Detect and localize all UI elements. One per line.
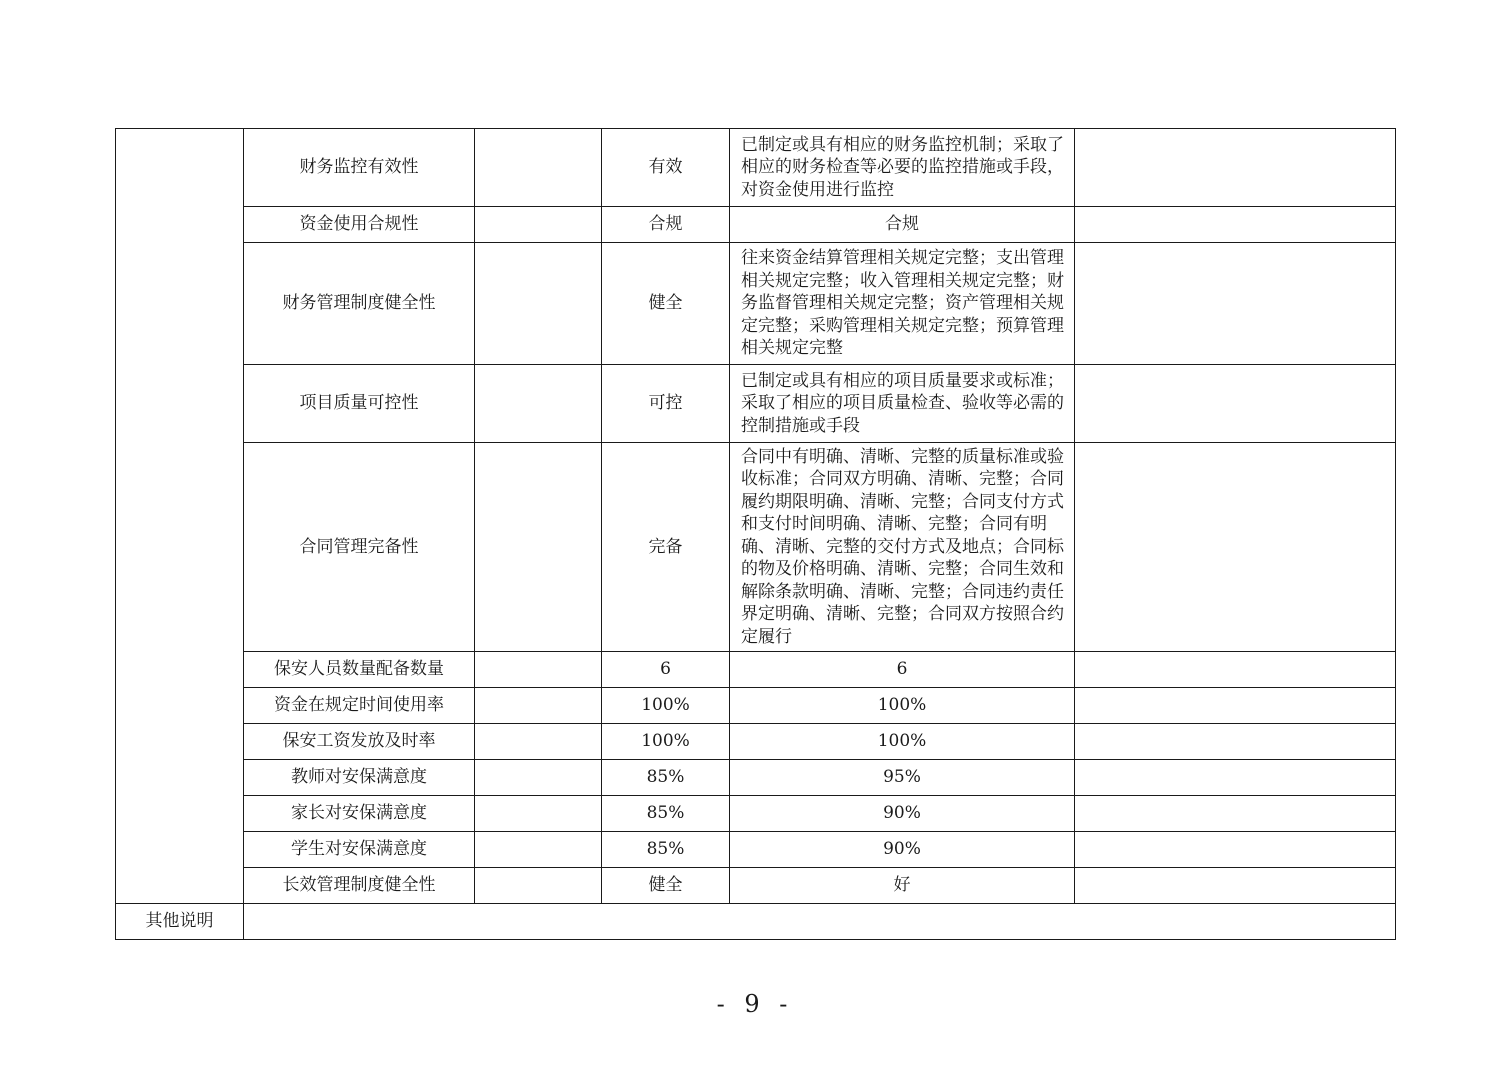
- indicator-cell: 教师对安保满意度: [244, 760, 475, 796]
- table-row: [116, 796, 1396, 832]
- target-cell: 85%: [602, 796, 730, 832]
- weight-cell: [475, 129, 602, 207]
- weight-cell: [475, 832, 602, 868]
- actual-cell: 合同中有明确、清晰、完整的质量标准或验收标准；合同双方明确、清晰、完整；合同履约期限明确、清晰、完整；合同支付方式和支付时间明确、清晰、完整；合同有明确、清晰、完整的交付方式及地点；合同标的物及价格明确、清晰、完整；合同生效和解除条款明确、清晰、完整；合同违约责任界定明确、清晰、完整；合同双方按照合约定履行: [730, 443, 1075, 652]
- actual-cell: 100%: [730, 688, 1075, 724]
- remark-cell: [1075, 129, 1396, 207]
- table-row: [116, 652, 1396, 688]
- indicator-cell: 保安人员数量配备数量: [244, 652, 475, 688]
- weight-cell: [475, 796, 602, 832]
- table-row: [116, 243, 1396, 365]
- indicator-cell: 财务监控有效性: [244, 129, 475, 207]
- actual-cell: 100%: [730, 724, 1075, 760]
- remark-cell: [1075, 796, 1396, 832]
- target-cell: 完备: [602, 443, 730, 652]
- target-cell: 100%: [602, 724, 730, 760]
- target-cell: 合规: [602, 207, 730, 243]
- page-number: - 9 -: [716, 990, 794, 1018]
- actual-cell: 合规: [730, 207, 1075, 243]
- remark-cell: [1075, 207, 1396, 243]
- actual-cell: 6: [730, 652, 1075, 688]
- table-row: [116, 832, 1396, 868]
- weight-cell: [475, 760, 602, 796]
- weight-cell: [475, 688, 602, 724]
- remark-cell: [1075, 443, 1396, 652]
- actual-cell: 95%: [730, 760, 1075, 796]
- table-row: [116, 760, 1396, 796]
- actual-cell: 90%: [730, 796, 1075, 832]
- note-value: [244, 904, 1396, 940]
- target-cell: 100%: [602, 688, 730, 724]
- indicator-cell: 长效管理制度健全性: [244, 868, 475, 904]
- table-row: [116, 365, 1396, 443]
- target-cell: 6: [602, 652, 730, 688]
- actual-cell: 好: [730, 868, 1075, 904]
- indicator-table: [115, 128, 1396, 940]
- remark-cell: [1075, 832, 1396, 868]
- weight-cell: [475, 868, 602, 904]
- weight-cell: [475, 443, 602, 652]
- table-row: [116, 688, 1396, 724]
- note-label: 其他说明: [116, 904, 244, 940]
- actual-cell: 已制定或具有相应的项目质量要求或标准；采取了相应的项目质量检查、验收等必需的控制措施或手段: [730, 365, 1075, 443]
- indicator-cell: 家长对安保满意度: [244, 796, 475, 832]
- indicator-cell: 项目质量可控性: [244, 365, 475, 443]
- note-row: [116, 904, 1396, 940]
- target-cell: 有效: [602, 129, 730, 207]
- remark-cell: [1075, 243, 1396, 365]
- target-cell: 85%: [602, 832, 730, 868]
- table-row: [116, 443, 1396, 652]
- table-row: [116, 129, 1396, 207]
- indicator-cell: 财务管理制度健全性: [244, 243, 475, 365]
- target-cell: 健全: [602, 243, 730, 365]
- remark-cell: [1075, 760, 1396, 796]
- category-cell: [116, 129, 244, 904]
- remark-cell: [1075, 652, 1396, 688]
- indicator-cell: 合同管理完备性: [244, 443, 475, 652]
- remark-cell: [1075, 724, 1396, 760]
- weight-cell: [475, 365, 602, 443]
- remark-cell: [1075, 688, 1396, 724]
- target-cell: 健全: [602, 868, 730, 904]
- weight-cell: [475, 207, 602, 243]
- table-row: [116, 868, 1396, 904]
- table-row: [116, 724, 1396, 760]
- actual-cell: 往来资金结算管理相关规定完整；支出管理相关规定完整；收入管理相关规定完整；财务监督管理相关规定完整；资产管理相关规定完整；采购管理相关规定完整；预算管理相关规定完整: [730, 243, 1075, 365]
- target-cell: 可控: [602, 365, 730, 443]
- target-cell: 85%: [602, 760, 730, 796]
- weight-cell: [475, 652, 602, 688]
- indicator-cell: 资金使用合规性: [244, 207, 475, 243]
- indicator-cell: 学生对安保满意度: [244, 832, 475, 868]
- remark-cell: [1075, 868, 1396, 904]
- weight-cell: [475, 724, 602, 760]
- indicator-cell: 资金在规定时间使用率: [244, 688, 475, 724]
- actual-cell: 90%: [730, 832, 1075, 868]
- remark-cell: [1075, 365, 1396, 443]
- table-row: [116, 207, 1396, 243]
- indicator-cell: 保安工资发放及时率: [244, 724, 475, 760]
- weight-cell: [475, 243, 602, 365]
- actual-cell: 已制定或具有相应的财务监控机制；采取了相应的财务检查等必要的监控措施或手段，对资金使用进行监控: [730, 129, 1075, 207]
